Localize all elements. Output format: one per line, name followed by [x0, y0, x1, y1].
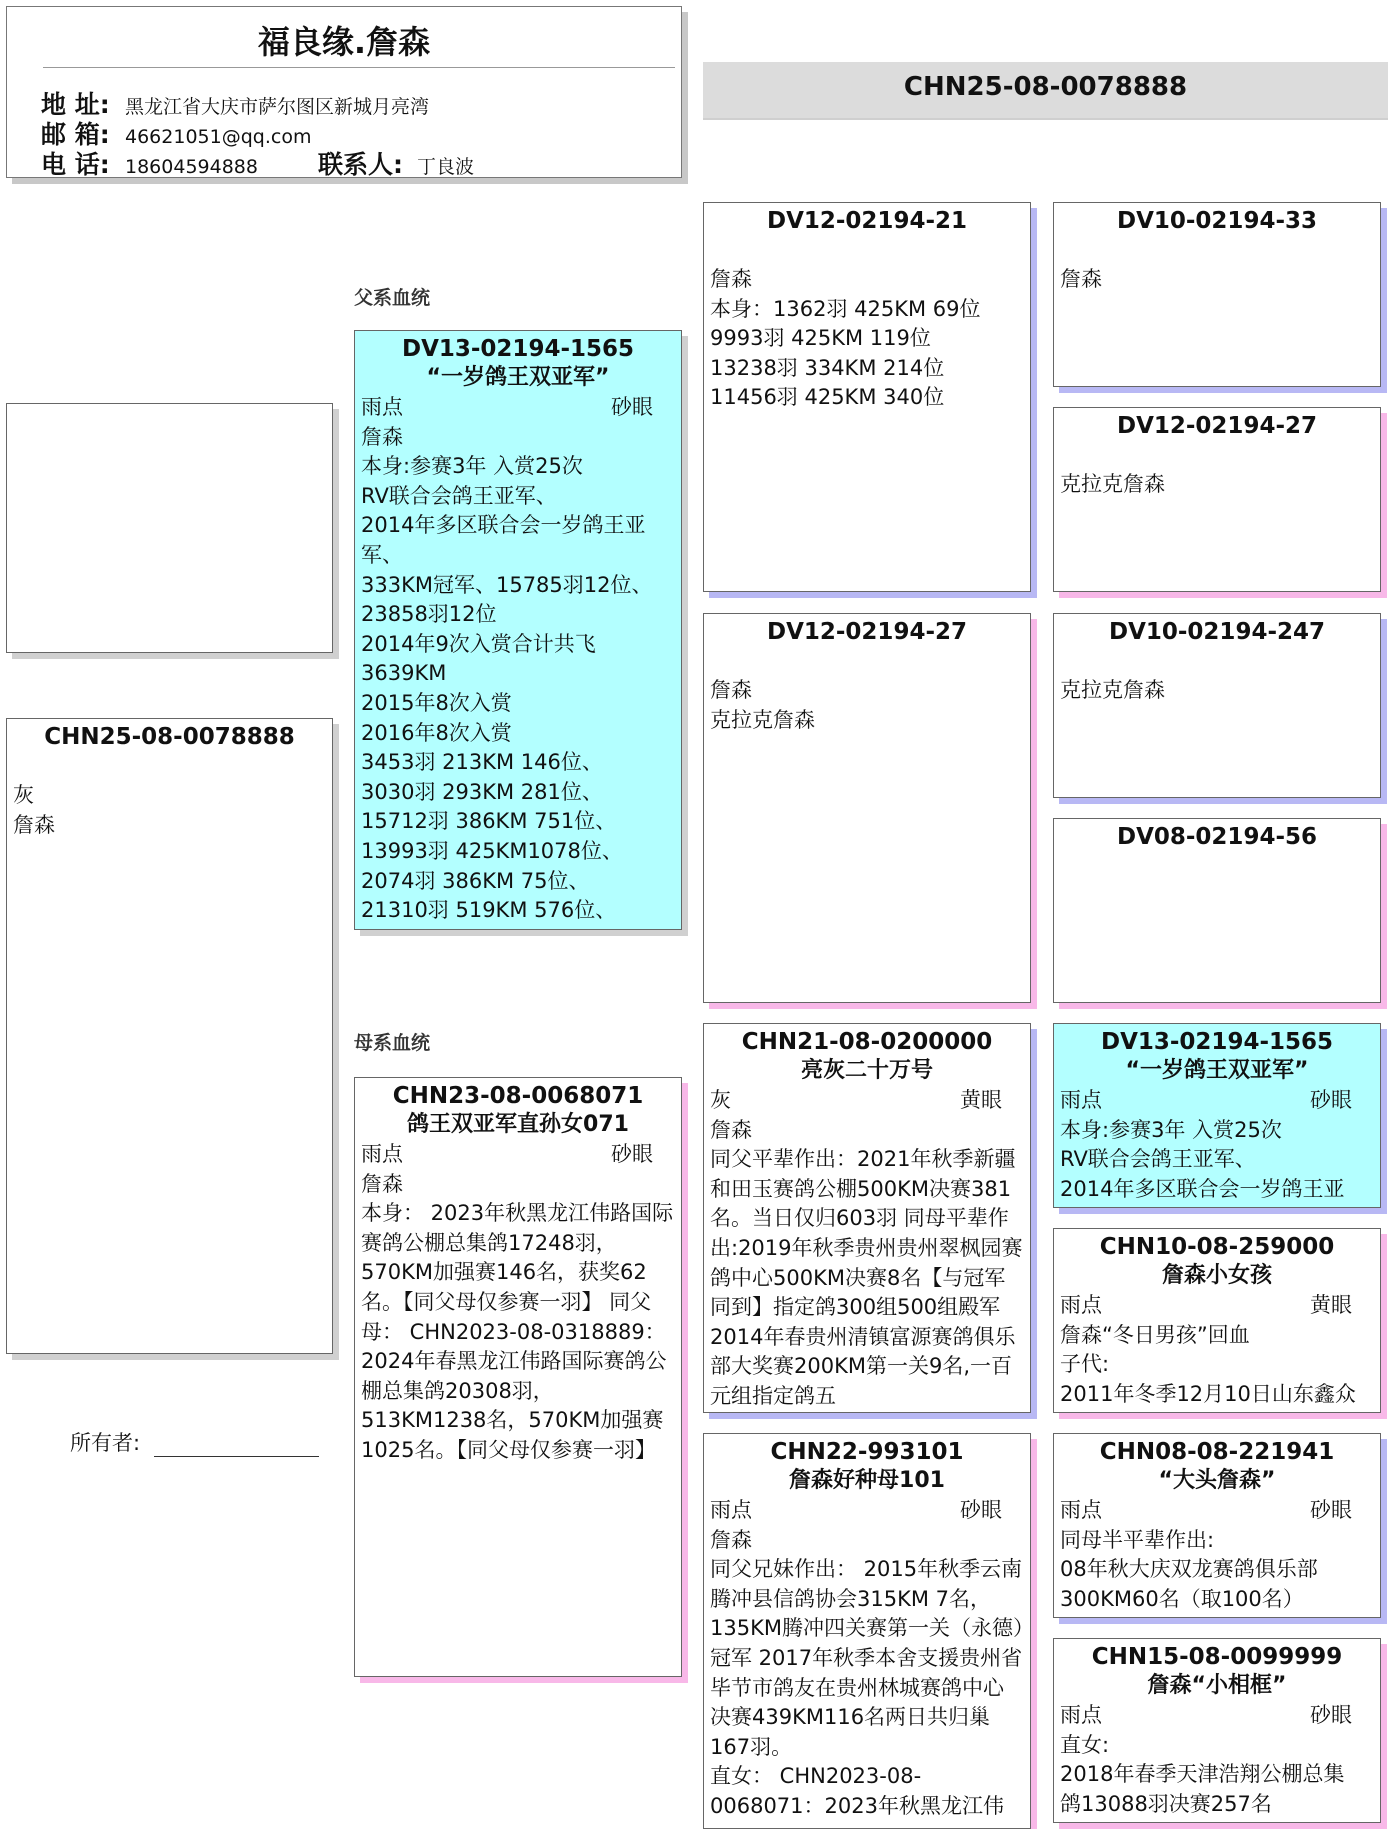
- ssd-ring: DV12-02194-27: [1116, 413, 1317, 439]
- ddd-name: 詹森“小相框”: [1147, 1673, 1287, 1698]
- dd-color: 雨点: [710, 1498, 752, 1522]
- dam-notes: 本身： 2023年秋黑龙江伟路国际赛鸽公棚总集鸽17248羽，570KM加强赛146名，获奖62名。【同父母仅参赛一羽】 同父母： CHN2023-08-0318889： 2024年春黑龙江伟路国际赛鸽公棚总集鸽20308羽，513KM1238名，570KM加强赛1025名。【同父母仅参赛一羽】: [361, 1201, 674, 1462]
- dsd-note: 2011年冬季12月10日山东鑫众: [1060, 1381, 1356, 1406]
- ddd-card: [1053, 1638, 1381, 1823]
- ds-notes: 同父平辈作出：2021年秋季新疆和田玉赛鸽公棚500KM决赛381名。当日仅归603羽 同母平辈作出:2019年秋季贵州贵州翠枫园赛鸽中心500KM决赛8名【与冠军同到】指定鸽300组500组殿军 2014年春贵州清镇富源赛鸽俱乐部大奖赛200KM第一关9名,一百元组指定鸽五: [710, 1147, 1023, 1408]
- sds-gap: [1060, 646, 1374, 676]
- dsd-note: 子代:: [1060, 1352, 1110, 1377]
- sire-note: RV联合会鸽王亚军、: [361, 483, 557, 508]
- dds-color: 雨点: [1060, 1498, 1102, 1522]
- dss-color: 雨点: [1060, 1088, 1102, 1112]
- owner-field: [70, 1427, 319, 1457]
- dd-ring: CHN22-993101: [770, 1439, 964, 1465]
- dss-color-eye-row: [1060, 1086, 1374, 1116]
- dam-color-eye-row: [361, 1140, 675, 1170]
- sss-gap: [1060, 235, 1374, 265]
- sire-line-label: 父系血统: [354, 287, 431, 309]
- ds-name: 亮灰二十万号: [800, 1058, 933, 1083]
- dds-ring: CHN08-08-221941: [1099, 1439, 1335, 1465]
- dsd-ring: CHN10-08-259000: [1099, 1234, 1335, 1260]
- sire-note: 333KM冠军、15785羽12位、: [361, 572, 653, 597]
- sire-note: 2014年9次入赏合计共飞: [361, 631, 596, 656]
- dam-eye: 砂眼: [611, 1142, 653, 1166]
- dsd-note: 詹森“冬日男孩”回血: [1060, 1322, 1250, 1347]
- dds-note: 同母半平辈作出:: [1060, 1527, 1215, 1552]
- dd-strain: 詹森: [710, 1527, 752, 1552]
- dam-dam-card: [703, 1433, 1031, 1829]
- sire-note: 2014年多区联合会一岁鸽王亚: [361, 513, 646, 538]
- sire-note: 2016年8次入赏: [361, 720, 512, 745]
- dd-name: 詹森好种母101: [789, 1468, 945, 1493]
- dsd-eye: 黄眼: [1310, 1293, 1352, 1317]
- subject-card: [6, 718, 333, 1354]
- ds-strain: 詹森: [710, 1117, 752, 1142]
- dss-name: “一岁鸽王双亚军”: [1125, 1058, 1309, 1083]
- sire-note: 21310羽 519KM 576位、: [361, 898, 617, 923]
- subject-color: 灰: [13, 783, 34, 807]
- ddd-note: 2018年春季天津浩翔公棚总集: [1060, 1762, 1345, 1787]
- dsd-color-eye-row: [1060, 1291, 1374, 1321]
- ddd-note: 直女:: [1060, 1732, 1110, 1757]
- sd-ring: DV12-02194-27: [766, 619, 967, 645]
- ddd-eye: 砂眼: [1310, 1703, 1352, 1727]
- dss-note: 本身:参赛3年 入赏25次: [1060, 1117, 1282, 1142]
- breeder-title: 福良缘.詹森: [257, 23, 431, 61]
- sss-ring: DV10-02194-33: [1116, 208, 1317, 234]
- contact-label: 联系人:: [317, 150, 403, 179]
- dam-line-label: 母系血统: [354, 1032, 431, 1054]
- pedigree-ring-title: CHN25-08-0078888: [903, 72, 1188, 102]
- sire-note: 本身:参赛3年 入赏25次: [361, 454, 583, 479]
- sire-note: 3030羽 293KM 281位、: [361, 779, 603, 804]
- dds-eye: 砂眼: [1310, 1498, 1352, 1522]
- photo-box: [6, 403, 333, 653]
- owner-signature-line: [154, 1434, 319, 1457]
- ss-ring: DV12-02194-21: [766, 208, 967, 234]
- sire-strain: 詹森: [361, 424, 403, 449]
- dd-eye: 砂眼: [960, 1498, 1002, 1522]
- ss-note: 11456羽 425KM 340位: [710, 385, 945, 410]
- dsd-card: [1053, 1228, 1381, 1413]
- ss-note: 13238羽 334KM 214位: [710, 355, 945, 380]
- sds-strain: 克拉克詹森: [1060, 678, 1165, 702]
- dds-note: 08年秋大庆双龙赛鸽俱乐部: [1060, 1557, 1318, 1582]
- sire-color: 雨点: [361, 395, 403, 419]
- dam-color: 雨点: [361, 1142, 403, 1166]
- ssd-gap: [1060, 440, 1374, 470]
- sdd-card: [1053, 818, 1381, 1003]
- sds-card: [1053, 613, 1381, 798]
- ddd-color-eye-row: [1060, 1701, 1374, 1731]
- ds-ring: CHN21-08-0200000: [741, 1029, 993, 1055]
- ddd-color: 雨点: [1060, 1703, 1102, 1727]
- dsd-color: 雨点: [1060, 1293, 1102, 1317]
- ssd-card: [1053, 407, 1381, 592]
- sire-note: 13993羽 425KM1078位、: [361, 838, 623, 863]
- dsd-name: 詹森小女孩: [1161, 1263, 1272, 1288]
- phone-row: [41, 145, 474, 181]
- ss-strain: 詹森: [710, 267, 752, 291]
- ds-eye: 黄眼: [960, 1088, 1002, 1112]
- sire-ring: DV13-02194-1565: [401, 336, 635, 362]
- owner-label: 所有者:: [70, 1431, 141, 1455]
- dss-note: RV联合会鸽王亚军、: [1060, 1147, 1256, 1172]
- dam-card: [354, 1077, 682, 1677]
- sire-note: 军、: [361, 542, 403, 567]
- dd-notes: 同父兄妹作出： 2015年秋季云南腾冲县信鸽协会315KM 7名，135KM腾冲四关赛第一关（永德）冠军 2017年秋季本舍支援贵州省毕节市鸽友在贵州林城赛鸽中心决赛439KM116名两日共归巢167羽。: [710, 1557, 1024, 1759]
- sd-note: 克拉克詹森: [710, 707, 815, 732]
- header-divider: [43, 67, 675, 68]
- ds-color: 灰: [710, 1088, 731, 1112]
- sire-dam-card: [703, 613, 1031, 1003]
- sd-strain: 詹森: [710, 678, 752, 702]
- sss-card: [1053, 202, 1381, 387]
- breeder-header: [6, 6, 682, 178]
- dds-name: “大头詹森”: [1158, 1468, 1276, 1493]
- dss-eye: 砂眼: [1310, 1088, 1352, 1112]
- ds-color-eye-row: [710, 1086, 1024, 1116]
- phone-value: 18604594888: [125, 156, 258, 178]
- ssd-strain: 克拉克詹森: [1060, 472, 1165, 496]
- sire-note: 2015年8次入赏: [361, 690, 512, 715]
- address-value: 黑龙江省大庆市萨尔图区新城月亮湾: [125, 96, 430, 118]
- sire-note: 2074羽 386KM 75位、: [361, 868, 590, 893]
- subject-strain: 詹森: [13, 812, 55, 837]
- dds-note: 300KM60名（取100名）: [1060, 1586, 1304, 1611]
- sire-note: 15712羽 386KM 751位、: [361, 809, 617, 834]
- sire-sire-card: [703, 202, 1031, 592]
- dss-ring: DV13-02194-1565: [1100, 1029, 1334, 1055]
- email-label: 邮 箱:: [41, 120, 110, 149]
- subject-gap: [13, 751, 326, 781]
- sd-gap: [710, 646, 1024, 676]
- sire-eye: 砂眼: [611, 395, 653, 419]
- dd-notes-daughter: 直女： CHN2023-08-0068071：2023年秋黑龙江伟: [710, 1764, 1004, 1818]
- dam-name: 鸽王双亚军直孙女071: [407, 1112, 629, 1137]
- pedigree-ring-title-band: [703, 62, 1388, 120]
- ss-note: 本身：1362羽 425KM 69位: [710, 296, 981, 321]
- sire-color-eye-row: [361, 393, 675, 423]
- sire-card: [354, 330, 682, 930]
- address-label: 地 址:: [41, 90, 110, 119]
- dss-note: 2014年多区联合会一岁鸽王亚: [1060, 1176, 1345, 1201]
- contact-value: 丁良波: [416, 156, 474, 178]
- dss-card: [1053, 1023, 1381, 1208]
- dam-strain: 詹森: [361, 1171, 403, 1196]
- sire-note: 23858羽12位: [361, 602, 497, 627]
- dds-card: [1053, 1433, 1381, 1618]
- dds-color-eye-row: [1060, 1496, 1374, 1526]
- sss-strain: 詹森: [1060, 267, 1102, 291]
- ss-note: 9993羽 425KM 119位: [710, 326, 931, 351]
- subject-ring: CHN25-08-0078888: [44, 724, 295, 750]
- sire-note: 3453羽 213KM 146位、: [361, 750, 603, 775]
- dam-ring: CHN23-08-0068071: [392, 1083, 644, 1109]
- dam-sire-card: [703, 1023, 1031, 1413]
- ss-gap: [710, 235, 1024, 265]
- sdd-ring: DV08-02194-56: [1116, 824, 1317, 850]
- sds-ring: DV10-02194-247: [1108, 619, 1326, 645]
- ddd-note: 鸽13088羽决赛257名: [1060, 1791, 1272, 1816]
- ddd-ring: CHN15-08-0099999: [1091, 1644, 1343, 1670]
- email-value: 46621051@qq.com: [125, 126, 312, 148]
- dd-color-eye-row: [710, 1496, 1024, 1526]
- phone-label: 电 话:: [41, 150, 110, 179]
- sire-name: “一岁鸽王双亚军”: [426, 365, 610, 390]
- sire-note: 3639KM: [361, 661, 447, 686]
